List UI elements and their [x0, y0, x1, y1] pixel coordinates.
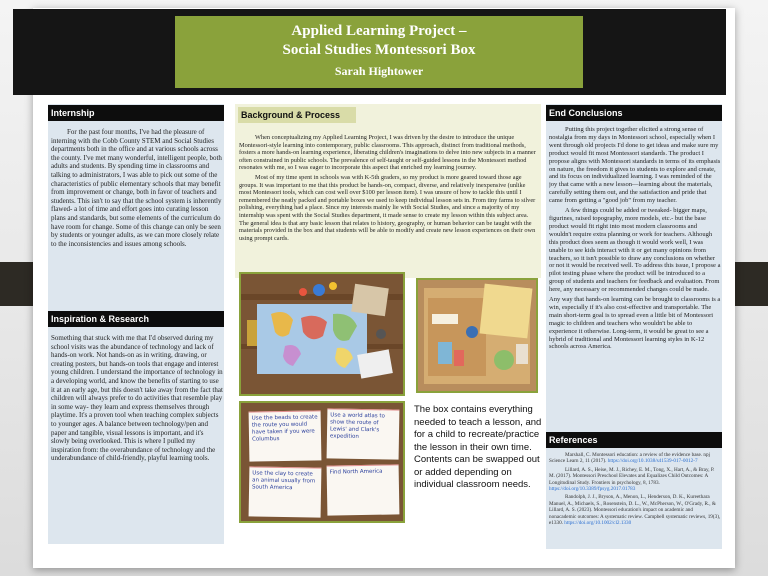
- reference-link-1[interactable]: https://doi.org/10.1038/s41539-017-0012-7: [607, 458, 698, 465]
- box-contents-illustration: [418, 280, 536, 391]
- references-list: [549, 452, 721, 546]
- conclusions-paragraph-2: A few things could be added or tweaked- bigger maps, figurines, raised topography, more models, etc.- but the base product would fit right into most modern classrooms and wouldn't require extra planning or work for teachers. Although this product does seem as though it would work well, I was unable to see kids interact with it or get many opinions from teachers, so it isn't possible to draw any conclusions on whether or not it would be received well. To address this issue, I propose a pilot testing phase where the product will be introduced to a group of students and teachers for feedback and evaluation. From here, any necessary or recommended changes could be made.: [549, 207, 721, 294]
- references-heading: References: [546, 432, 722, 448]
- reference-text-2: Lillard, A. S., Heise, M. J., Richey, E. M., Tong, X., Hart, A., & Bray, P. M. (2017). Montessori Preschool Elevates and Equalizes Child Outcomes: A Longitudinal Study. Frontiers in psychology, 8, 1783.: [549, 466, 715, 486]
- author-name: Sarah Hightower: [334, 64, 424, 78]
- conclusions-heading: End Conclusions: [546, 105, 722, 121]
- poster-header: [13, 9, 726, 95]
- prompt-card-text-3: Use the clay to create an animal usually from South America: [252, 470, 316, 492]
- prompt-card-text-1: Use the beads to create the route you would have taken if you were Columbus: [251, 414, 318, 443]
- inspiration-heading: Inspiration & Research: [48, 311, 224, 327]
- internship-heading: Internship: [48, 105, 224, 121]
- prompt-card-text-4: Find North America: [329, 468, 383, 476]
- title-line-1: Applied Learning Project –: [291, 23, 467, 39]
- internship-paragraph: For the past four months, I've had the pleasure of interning with the Cobb County STEM and Social Studies departments both in the office and at various schools across the county. I've met many wonderful, intelligent people, both adults and students. By spending time in classrooms and talking to administrators, I was able to pick out some of the characteristics of public elementary schools that may benefit from improvement or change, both in favor of teachers and students. This isn't to say that the school system is inherently flawed- a lot of time and effort goes into curating lesson plans and standards, but some elements of the curriculum do have room for change. Some of this change can only be seen by students or younger adults, as we can more closely relate to the inconsistencies and issues among schools.: [51, 128, 222, 248]
- conclusions-paragraph-3: Any way that hands-on learning can be brought to classrooms is a win, especially if it's also cost-effective and transportable. The main short-term goal is to spread even a little bit of Montessori magic to children and teachers who wouldn't be able to experience it otherwise. Long-term, it would be great to see a hybrid of traditional and Montessori learning styles in K-12 schools across America.: [549, 296, 721, 351]
- inspiration-paragraph: Something that stuck with me that I'd observed during my school visits was the abundance of technology and lack of hands-on work. Not hands-on as in writing, drawing, or creating posters, but hands-on tools that engage and interest young children. I understand the importance of technology in a developing world, and know the benefits of starting to use it at an early age, but this doesn't take away from the fact that children will always prefer to do activities that resemble play in some way- they learn and express themselves through playtime. It's a proven tool when teaching complex subjects to younger ages. A balance between technology/pen and paper and tangible, visual lessons is important, and it's slowly being overlooked. This is where I pulled my inspiration from: the overabundance of technology and the underabundance of child-friendly, playful learning tools.: [51, 334, 223, 463]
- prompt-card: [327, 408, 400, 459]
- background-paragraph-1: When conceptualizing my Applied Learning Project, I was driven by the desire to introduce the unique Montessori-style learning into contemporary, public classrooms. This approach, distinct from traditional methods, fosters a more hands-on learning experience, liberating children's imaginations to delve into new subjects in a manner often constrained in public schools. The prevalence of self-taught or self-guided lessons in the Montessori method resonates with me, so I was eager to incorporate this aspect that enriched my learning journey.: [239, 134, 536, 172]
- reference-text-1: Marshall, C. Montessori education: a review of the evidence base. npj Science Learn 2, 11 (2017).: [549, 452, 711, 465]
- box-caption: The box contains everything needed to teach a lesson, and for a child to recreate/practice the lesson in their own time. Contents can be swapped out or added depending on individual classroom needs.: [414, 404, 542, 490]
- reference-text-3: Randolph, J. J., Bryson, A., Menon, L., Henderson, D. K., Kureethara Manuel, A., Michaels, S., Rosenstein, D. L., W., McPherson, W., O'Grady, R., & Lillard, A. S. (2023). Montessori education's impact on academic and nonacademic outcomes: A systematic review. Campbell systematic reviews, 19(3), e1330.: [549, 494, 721, 527]
- photo-map-activity: [239, 272, 405, 396]
- reference-link-2[interactable]: https://doi.org/10.3389/fpsyg.2017.01783: [549, 486, 636, 493]
- title-box: [175, 16, 583, 88]
- poster: [33, 8, 735, 568]
- reference-item: [549, 494, 721, 526]
- title-line-2: Social Studies Montessori Box: [282, 42, 476, 58]
- conclusions-paragraph-1: Putting this project together elicited a strong sense of nostalgia from my days in Montessori school, especially when I went through old projects I'd done to get ideas and make sure my product would fit most Montessori standards. The product I propose aligns with Montessori standards in terms of its emphasis on nature, the freedom it gives to students to explore and create, and its focus on individualized learning. I was reminded of the joy that came with a new lesson—learning about the materials, carefully setting them out, and the satisfaction and pride that came from getting a "good job" from my teacher.: [549, 126, 721, 205]
- background-paragraph-2: Most of my time spent in schools was with K-5th graders, so my product is more geared toward those age groups. It was important to me that this product be hands-on, compact, diverse, and relatively inexpensive (unlike most Montessori tools, which can cost well over $100 per lesson item). I was unsure of how to tackle this until I remembered the neatly packed and portable boxes we used to keep individual lesson sets in. From tiny farms to silver polishing, everything had a place. Since my interests mainly lie with Social Studies, and since a majority of my internship was spent with the Social Studies department, it made sense to create my lesson within this subject area. The general idea is that any basic lesson that relates to history, geography, or human behavior can be taught with the materials provided in the box and that students will be able to modify and create new lesson experiences on their own using prompt cards.: [239, 173, 536, 242]
- conclusions-body: [549, 126, 721, 432]
- map-activity-illustration: [241, 274, 403, 394]
- reference-item: [549, 452, 721, 465]
- reference-item: [549, 467, 721, 493]
- reference-link-3[interactable]: https://doi.org/10.1002/cl2.1330: [564, 520, 632, 527]
- photo-box-contents: [416, 278, 538, 393]
- prompt-card: [249, 410, 322, 461]
- photo-prompt-cards: [239, 401, 405, 523]
- internship-body: [51, 128, 223, 316]
- prompt-card-text-2: Use a world atlas to show the route of Lewis' and Clark's expedition: [329, 412, 385, 440]
- inspiration-body: [51, 334, 223, 544]
- background-heading: Background & Process: [238, 107, 356, 123]
- background-body: [239, 134, 539, 276]
- prompt-card: [249, 466, 322, 517]
- prompt-card: [327, 464, 400, 515]
